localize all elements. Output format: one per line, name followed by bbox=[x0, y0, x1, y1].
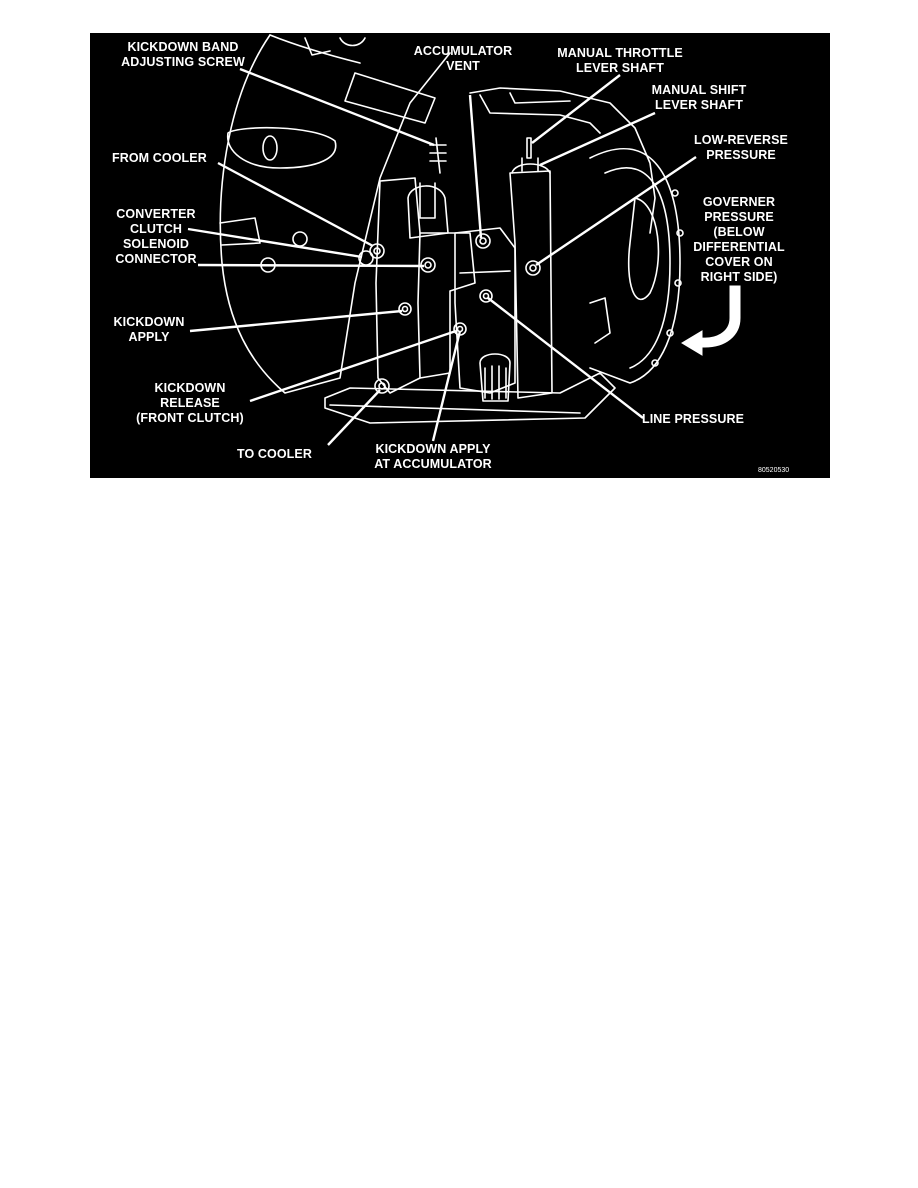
label-kickdown-release: KICKDOWN RELEASE (FRONT CLUTCH) bbox=[136, 381, 244, 425]
leader-accumulator-vent bbox=[470, 95, 481, 238]
label-low-reverse-pressure: LOW-REVERSE PRESSURE bbox=[694, 133, 788, 162]
label-manual-throttle-lever-shaft: MANUAL THROTTLE LEVER SHAFT bbox=[557, 46, 683, 75]
leader-manual-throttle bbox=[532, 75, 620, 143]
leader-converter-clutch bbox=[188, 229, 362, 257]
label-accumulator-vent: ACCUMULATOR VENT bbox=[413, 44, 513, 73]
label-converter-clutch-solenoid-connector: CONVERTER CLUTCH SOLENOID CONNECTOR bbox=[115, 207, 197, 266]
leader-lines bbox=[188, 69, 696, 445]
output-cover bbox=[590, 149, 680, 383]
label-governer-pressure: GOVERNER PRESSURE (BELOW DIFFERENTIAL COVER ON RIGHT SIDE) bbox=[693, 195, 785, 284]
valve-body bbox=[376, 178, 420, 393]
label-line-pressure: LINE PRESSURE bbox=[642, 412, 745, 426]
leader-low-reverse bbox=[536, 157, 696, 265]
label-from-cooler: FROM COOLER bbox=[112, 151, 207, 165]
leader-manual-shift bbox=[540, 113, 655, 165]
leader-to-cooler bbox=[328, 390, 380, 445]
label-kickdown-apply-at-accumulator: KICKDOWN APPLY AT ACCUMULATOR bbox=[374, 442, 492, 471]
governor-arrow bbox=[682, 286, 740, 355]
oil-pan bbox=[325, 373, 615, 423]
label-kickdown-apply: KICKDOWN APPLY bbox=[113, 315, 185, 344]
label-to-cooler: TO COOLER bbox=[237, 447, 312, 461]
label-manual-shift-lever-shaft: MANUAL SHIFT LEVER SHAFT bbox=[651, 83, 747, 112]
figure-code: 80520530 bbox=[758, 467, 790, 474]
transmission-diagram bbox=[90, 33, 830, 478]
leader-kickdown-apply-accumulator bbox=[433, 331, 460, 441]
leader-kickdown-band-screw bbox=[240, 69, 434, 145]
leader-line-pressure bbox=[488, 298, 643, 418]
label-kickdown-band-adjusting-screw: KICKDOWN BAND ADJUSTING SCREW bbox=[121, 40, 245, 69]
accumulator bbox=[408, 186, 448, 238]
leader-converter-clutch-2 bbox=[198, 265, 424, 266]
manual-shaft-tower bbox=[510, 171, 552, 398]
leader-kickdown-apply bbox=[190, 311, 402, 331]
converter-housing bbox=[220, 35, 450, 393]
